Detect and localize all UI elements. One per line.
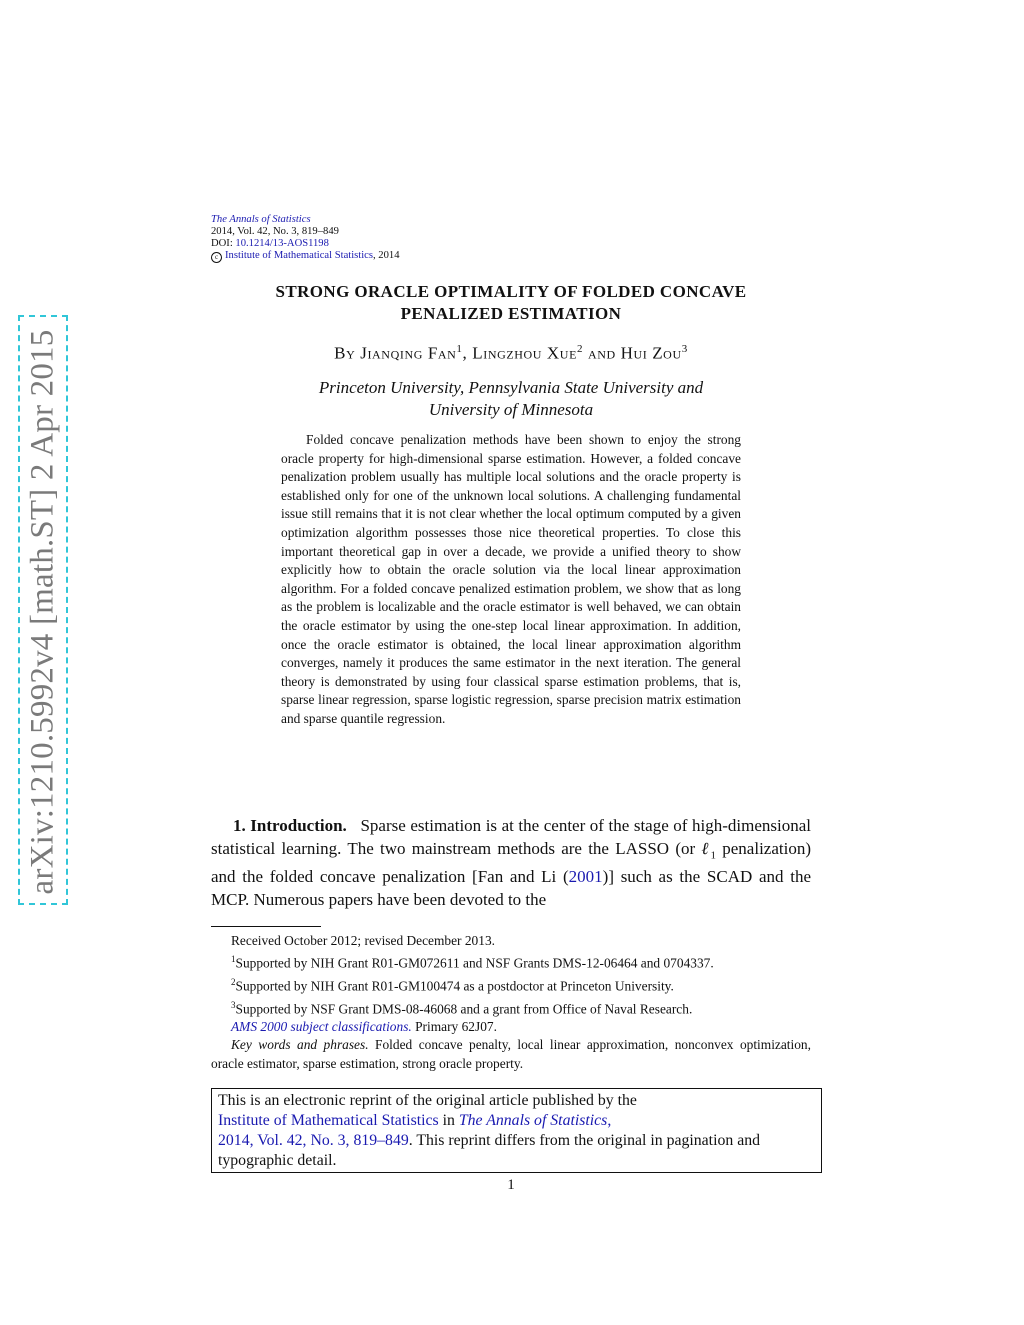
footnotes [211, 932, 811, 1073]
keywords [211, 1036, 811, 1072]
intro-text-b: penalization) and the folded concave penalization [Fan and Li ( [211, 838, 811, 887]
by-label: By [334, 343, 361, 363]
ell-subscript: 1 [710, 848, 716, 861]
author-2: Lingzhou Xue [472, 343, 577, 363]
ell-symbol: ℓ [701, 838, 711, 858]
copyright-year: , 2014 [373, 250, 400, 261]
introduction-paragraph [211, 815, 811, 911]
author-3-mark: 3 [681, 343, 688, 355]
page-number: 1 [507, 1177, 515, 1193]
authors [211, 343, 811, 364]
footnote-1-mark: 1 [231, 954, 236, 965]
footnote-2 [211, 973, 811, 996]
footnote-1 [211, 950, 811, 973]
reprint-tail: . This reprint differs from the original in pagination and typographic detail. [218, 1132, 761, 1169]
author-1-mark: 1 [456, 343, 463, 355]
affiliations [211, 377, 811, 421]
arxiv-stamp[interactable]: arXiv:1210.5992v4 [math.ST] 2 Apr 2015 [24, 329, 61, 895]
author-1: Jianqing Fan [360, 343, 457, 363]
intro-text-c: )] such as the SCAD and the MCP. Numerous papers have been devoted to the [211, 867, 811, 909]
ams-classification [211, 1018, 811, 1036]
section-heading: 1. Introduction. [233, 816, 347, 835]
author-2-mark: 2 [577, 343, 584, 355]
footnote-3-text: Supported by NSF Grant DMS-08-46068 and a grant from Office of Naval Research. [235, 1001, 693, 1017]
citation-link[interactable]: 2001 [568, 867, 603, 887]
keywords-text: Folded concave penalty, local linear approximation, nonconvex optimization, oracle estimator, sparse estimation, strong oracle property. [211, 1037, 811, 1071]
journal-volume: 2014, Vol. 42, No. 3, 819–849 [211, 226, 339, 237]
received-note: Received October 2012; revised December 2013. [231, 933, 495, 948]
title-line-1: STRONG ORACLE OPTIMALITY OF FOLDED CONCAVE [275, 282, 747, 301]
abstract: Folded concave penalization methods have been shown to enjoy the strong oracle property for high-dimensional sparse estimation. However, a folded concave penalization problem usually has multiple local solutions and the oracle property is established only for one of the unknown local solutions. A challenging fundamental issue still remains that it is not clear whether the local optimum computed by a given optimization algorithm possesses those nice theoretical properties. To close this important theoretical gap in over a decade, we provide a unified theory to show explicitly how to obtain the oracle solution via the local linear approximation algorithm. For a folded concave penalized estimation problem, we show that as long as the problem is localizable and the oracle estimator is well behaved, we can obtain the oracle estimator by using the one-step local linear approximation. In addition, once the oracle estimator is obtained, the local linear approximation algorithm converges, namely it produces the same estimator in the next iteration. The general theory is demonstrated by using four classical sparse estimation problems, that is, sparse linear regression, sparse logistic regression, sparse precision matrix estimation and sparse quantile regression. [281, 432, 741, 726]
publisher-link[interactable]: Institute of Mathematical Statistics [225, 250, 373, 261]
doi-link[interactable]: 10.1214/13-AOS1198 [235, 238, 329, 249]
author-sep-2: and [583, 343, 621, 363]
reprint-in: in [438, 1112, 459, 1129]
ams-link[interactable]: AMS 2000 subject classifications. [231, 1019, 412, 1035]
journal-name-link[interactable]: The Annals of Statistics [211, 214, 311, 225]
footnote-1-text: Supported by NIH Grant R01-GM072611 and NSF Grants DMS-12-06464 and 0704337. [235, 955, 714, 971]
journal-header [211, 214, 399, 263]
footnote-3-mark: 3 [231, 999, 236, 1010]
footnote-2-mark: 2 [231, 976, 236, 987]
ams-text: Primary 62J07. [411, 1019, 497, 1035]
reprint-publisher-link[interactable]: Institute of Mathematical Statistics [218, 1112, 439, 1129]
reprint-volume-link[interactable]: 2014, Vol. 42, No. 3, 819–849 [218, 1132, 409, 1149]
copyright-icon: c [211, 252, 222, 263]
reprint-notice [211, 1088, 822, 1173]
affiliation-line-2: University of Minnesota [428, 400, 594, 419]
affiliation-line-1: Princeton University, Pennsylvania State University and [318, 378, 704, 397]
reprint-line-1: This is an electronic reprint of the original article published by the [218, 1092, 637, 1109]
author-sep-1: , [462, 343, 473, 363]
reprint-journal-link[interactable]: The Annals of Statistics [458, 1112, 608, 1129]
intro-text-a: Sparse estimation is at the center of the stage of high-dimensional statistical learning. The two mainstream methods are the LASSO (or [211, 816, 812, 858]
reprint-comma: , [607, 1112, 612, 1129]
paper-title [211, 281, 811, 325]
title-line-2: PENALIZED ESTIMATION [400, 304, 622, 323]
footnote-2-text: Supported by NIH Grant R01-GM100474 as a postdoctor at Princeton University. [235, 978, 674, 994]
doi-label: DOI: [211, 238, 236, 249]
author-3: Hui Zou [620, 343, 682, 363]
footnote-rule [211, 926, 321, 927]
footnote-3 [211, 996, 811, 1019]
keywords-label: Key words and phrases. [231, 1037, 369, 1053]
